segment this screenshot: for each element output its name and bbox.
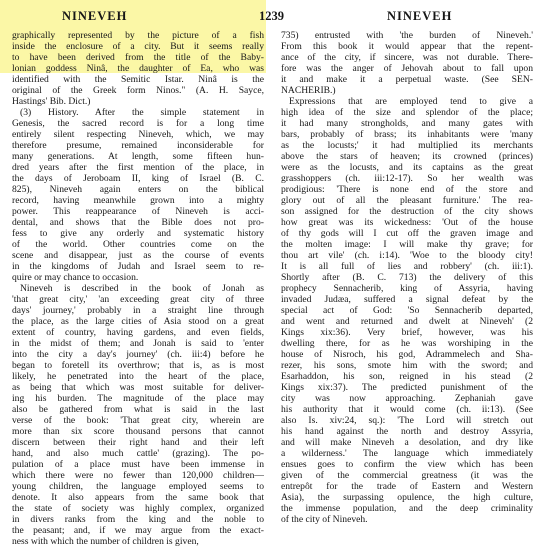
text-line: the immense population, and the deep criminality: [281, 503, 533, 514]
text-line: young children, the language employed seems to: [12, 481, 264, 492]
text-line: his authority that it would come (ch. ii:13). (See: [281, 404, 533, 415]
text-line: scene and disappear, just as the course of events: [12, 250, 264, 261]
text-line: Shortly after (B. C. 713) the delivery of this: [281, 272, 533, 283]
text-line: ensues goes to confirm the view which has been: [281, 459, 533, 470]
text-line: grasshoppers (ch. iii:12-17). So her wealth was: [281, 173, 533, 184]
text-line: of the world. Other countries come on the: [12, 239, 264, 250]
text-line: many generations. At length, some fifteen hun-: [12, 151, 264, 162]
text-line: it had many strongholds, and many gates with: [281, 118, 533, 129]
text-line: the molten image: I will make thy grave; for: [281, 239, 533, 250]
text-line: identified with the Semitic Istar. Ninâ is the: [12, 74, 264, 85]
text-line: (3) History. After the simple statement in: [20, 107, 264, 118]
text-line: the days of Jeroboam II, king of Israel (B. C.: [12, 173, 264, 184]
text-line: more than six score thousand persons that cannot: [12, 426, 264, 437]
text-line: were as the locusts, and its captains as the great: [281, 162, 533, 173]
text-line: house of Nisroch, his god, Adrammelech and Sha-: [281, 349, 533, 360]
text-line: Expressions that are employed tend to give a: [289, 96, 533, 107]
text-line: dwelling there, for as he was worshiping in the: [281, 338, 533, 349]
text-line: to have been derived from the title of the Baby-: [12, 52, 264, 63]
text-line: Hastings' Bib. Dict.): [12, 96, 91, 107]
text-line: From this book it would appear that the repent-: [281, 41, 533, 52]
text-line: city was now approaching. Zephaniah gave: [281, 393, 533, 404]
text-line: record, having meanwhile grown into a mighty: [12, 195, 264, 206]
text-line: days' journey,' probably in a straight line through: [12, 305, 264, 316]
text-line: how great was its wickedness: 'Out of the house: [281, 217, 533, 228]
text-line: invaded Judæa, suffered a signal defeat by the: [281, 294, 533, 305]
text-line: given of the commercial greatness (it was the: [281, 470, 533, 481]
text-line: Esarhaddon, his son, reigned in his stead (2: [281, 371, 533, 382]
text-line: Kings xix:36). Very brief, however, was his: [281, 327, 533, 338]
text-line: lonian goddess Ninâ, the daughter of Ea, who was: [12, 63, 264, 74]
text-line: his hand against the north and destroy Assyria,: [281, 426, 533, 437]
running-head-right: NINEVEH: [387, 9, 453, 23]
text-line: and went and returned and dwelt at Nineveh' (2: [281, 316, 533, 327]
text-line: in the kingdoms of Judah and Israel seem to re-: [12, 261, 264, 272]
text-line: 825), Nineveh again enters on the biblical: [12, 184, 264, 195]
text-line: special act of God: 'So Sennacherib departed,: [281, 305, 533, 316]
text-line: ing his burden. The magnitude of the place may: [12, 393, 264, 404]
text-line: It is all full of lies and robbery' (ch. iii:1).: [281, 261, 533, 272]
text-line: of thy gods will I cut off the graven image and: [281, 228, 533, 239]
text-line: entirely silent respecting Nineveh, which, we may: [12, 129, 264, 140]
text-line: the place, as the large cities of Asia stood on a great: [12, 316, 264, 327]
text-line: son assigned for the destruction of the city shows: [281, 206, 533, 217]
text-line: fore was the anger of Jehovah about to fall upon: [281, 63, 533, 74]
text-line: Kings xix:37). The predicted punishment of the: [281, 382, 533, 393]
text-line: quire or may chance to occasion.: [12, 272, 139, 283]
text-line: inside the enclosure of a city. But it seems really: [12, 41, 264, 52]
text-line: entrepôt for the trade of Eastern and Western: [281, 481, 533, 492]
text-line: as being that which was most suitable for deliver-: [12, 382, 264, 393]
text-line: bars, probably of brass; its inhabitants were 'many: [281, 129, 533, 140]
text-line: the peasant; and, if we may argue from the exact-: [12, 525, 264, 536]
text-line: hand, and also much cattle' (grazing). The po-: [12, 448, 264, 459]
right-column-text: [281, 30, 533, 525]
text-line: extent of country, having gardens, and even fields,: [12, 327, 264, 338]
text-line: glory out of all the pleasant furniture.' The rea-: [281, 195, 533, 206]
text-line: and will make Nineveh a desolation, and dry like: [281, 437, 533, 448]
left-column-text: [12, 30, 264, 547]
text-line: as the locusts;' it had multiplied its merchants: [281, 140, 533, 151]
page-number: 1239: [259, 9, 284, 23]
text-line: it and make it a perpetual waste. (See SEN-: [281, 74, 533, 85]
text-line: 735) entrusted with 'the burden of Nineveh.': [281, 30, 533, 41]
text-line: above the stars of heaven; its crowned (princes): [281, 151, 533, 162]
text-line: prophecy Sennacherib, king of Assyria, having: [281, 283, 533, 294]
text-line: likely, he penetrated into the heart of the place,: [12, 371, 264, 382]
text-line: began to foretell its overthrow; that is, as is most: [12, 360, 264, 371]
text-line: power. This reappearance of Nineveh is acci-: [12, 206, 264, 217]
text-line: a wilderness.' The language which immediately: [281, 448, 533, 459]
text-line: graphically represented by the picture of a fish: [12, 30, 264, 41]
text-line: dental, and shows that the Bible does not pro-: [12, 217, 264, 228]
text-line: Genesis, the sacred record is for a long time: [12, 118, 264, 129]
text-line: which there were no fewer than 120,000 children—: [12, 470, 264, 481]
text-line: high idea of the size and splendor of the place;: [281, 107, 533, 118]
text-line: into the city a day's journey' (ch. iii:4) before he: [12, 349, 264, 360]
text-line: therefore presume, remained inconsiderable for: [12, 140, 264, 151]
text-line: also Is. xiv:24, sq.): 'The Lord will stretch out: [281, 415, 533, 426]
text-line: rezer, his sons, smote him with the sword; and: [281, 360, 533, 371]
text-line: Nineveh is described in the book of Jonah as: [20, 283, 264, 294]
text-line: NACHERIB.): [281, 85, 336, 96]
text-line: the state of society was highly complex, organized: [12, 503, 264, 514]
text-line: discern between their right hand and their left: [12, 437, 264, 448]
text-line: pulation of a place must have been immense in: [12, 459, 264, 470]
text-line: of the city of Nineveh.: [281, 514, 368, 525]
text-line: 'that great city,' 'an exceeding great city of three: [12, 294, 264, 305]
text-line: in the midst of them; and Jonah is said to 'enter: [12, 338, 264, 349]
running-head-left: NINEVEH: [62, 9, 128, 23]
text-line: denote. It also appears from the same book that: [12, 492, 264, 503]
text-line: also be gathered from what is said in the last: [12, 404, 264, 415]
text-line: fess to give any orderly and systematic history: [12, 228, 264, 239]
text-line: Asia), the surpassing opulence, the high culture,: [281, 492, 533, 503]
text-line: ness with which the number of children is given,: [12, 536, 199, 547]
text-line: original of the Greek form Ninos." (A. H. Sayce,: [12, 85, 264, 96]
text-line: ance of the city, if sincere, was not durable. There-: [281, 52, 533, 63]
text-line: dred years after the first mention of the place, in: [12, 162, 264, 173]
text-line: verse of the book: 'That great city, wherein are: [12, 415, 264, 426]
text-line: thou art vile' (ch. i:14). 'Woe to the bloody city!: [281, 250, 533, 261]
text-line: in divers ranks from the king and the noble to: [12, 514, 264, 525]
text-line: prodigious: 'There is none end of the store and: [281, 184, 533, 195]
